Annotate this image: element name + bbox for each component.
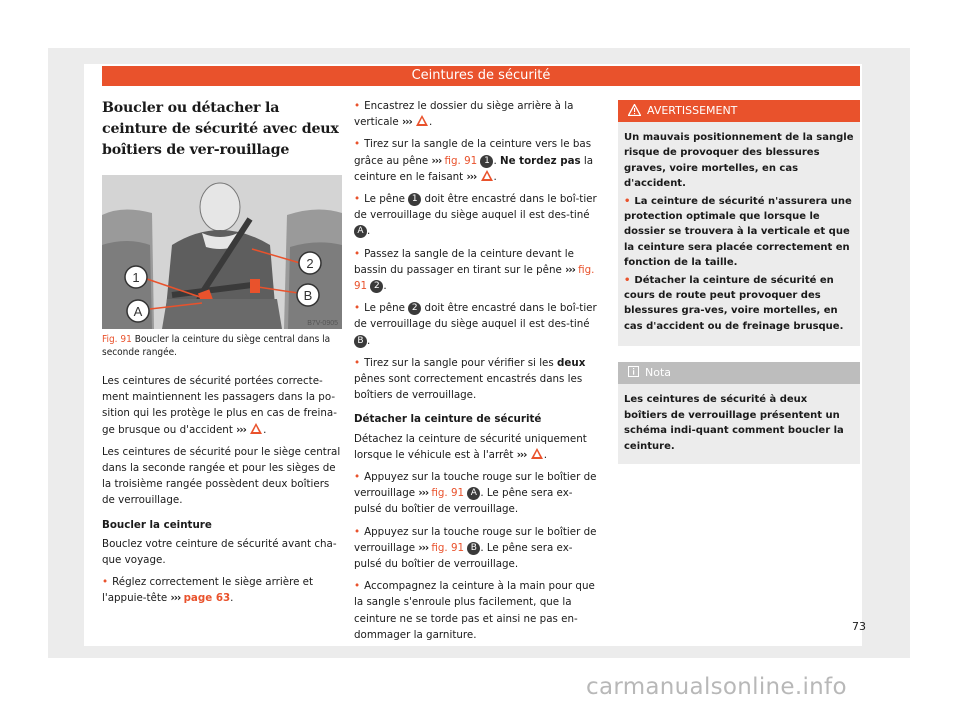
- list-item: • Le pêne 1 doit être encastré dans le boî-tier de verrouillage du siège auquel il est des-tiné A .: [354, 191, 600, 240]
- list-item: • Tirez sur la sangle de la ceinture vers le bas grâce au pêne ››› fig. 91 1 . Ne tordez pas la ceinture en le faisant ››› .: [354, 136, 600, 185]
- info-icon: [628, 366, 639, 377]
- note-box: [618, 362, 860, 464]
- warning-icon: [250, 423, 262, 434]
- paragraph: Les ceintures de sécurité portées correcte-ment maintiennent les passagers dans la po-sition qui les protège le plus en cas de freina-ge brusque ou d'accident ››› .: [102, 375, 337, 436]
- callout-2: [299, 252, 321, 274]
- callout-badge-A: A: [354, 225, 367, 238]
- list-item: • Le pêne 2 doit être encastré dans le boî-tier de verrouillage du siège auquel il est des-tiné B .: [354, 300, 600, 349]
- section-title: Boucler ou détacher la ceinture de sécurité avec deux boîtiers de ver-rouillage: [102, 100, 339, 158]
- warning-icon: [481, 170, 493, 181]
- callout-B: [297, 284, 319, 306]
- figure-number: Fig. 91: [102, 334, 132, 345]
- warning-header: [618, 100, 860, 122]
- callout-A: [127, 300, 149, 322]
- callout-badge-1: 1: [408, 193, 421, 206]
- list-item: • Appuyez sur la touche rouge sur le boîtier de verrouillage ››› fig. 91 B . Le pêne sera ex-pulsé du boîtier de verrouillage.: [354, 524, 600, 573]
- chapter-header: Ceintures de sécurité: [102, 66, 860, 86]
- figure-link[interactable]: fig. 91: [431, 487, 465, 500]
- subheading: Détacher la ceinture de sécurité: [354, 413, 542, 426]
- note-header: [618, 362, 860, 384]
- paragraph: Détachez la ceinture de sécurité uniquement lorsque le véhicule est à l'arrêt ››› .: [354, 432, 587, 461]
- page-number: 73: [852, 620, 866, 633]
- warning-list-item: • Détacher la ceinture de sécurité en cours de route peut provoquer des blessures gra-ves, voire mortelles, en cas d'accident ou de freinage brusque.: [624, 273, 854, 335]
- warning-triangle-icon: [628, 104, 641, 116]
- callout-badge-B: B: [467, 542, 480, 555]
- figure-seatbelt-illustration: [102, 175, 342, 329]
- warning-title: AVERTISSEMENT: [647, 104, 738, 117]
- list-item: • Encastrez le dossier du siège arrière à la verticale ››› .: [354, 98, 600, 130]
- list-item: • Appuyez sur la touche rouge sur le boîtier de verrouillage ››› fig. 91 A . Le pêne sera ex-pulsé du boîtier de verrouillage.: [354, 469, 600, 518]
- list-item: • Passez la sangle de la ceinture devant le bassin du passager en tirant sur le pêne ››› fig. 91 2 .: [354, 246, 600, 295]
- callout-badge-2: 2: [370, 280, 383, 293]
- warning-body: [618, 122, 860, 346]
- list-item: • Tirez sur la sangle pour vérifier si les deux pênes sont correctement encastrés dans les boîtiers de verrouillage.: [354, 355, 600, 404]
- column-middle: [354, 98, 600, 649]
- callout-1: [125, 266, 147, 288]
- figure-code: B7V-0905: [307, 320, 338, 327]
- callout-badge-1: 1: [480, 155, 493, 168]
- seatbelt-illustration: [102, 175, 342, 329]
- callout-badge-B: B: [354, 335, 367, 348]
- paragraph: Bouclez votre ceinture de sécurité avant cha-que voyage.: [102, 537, 337, 567]
- watermark: carmanualsonline.info: [586, 674, 847, 700]
- callout-badge-A: A: [467, 487, 480, 500]
- warning-icon: [531, 448, 543, 459]
- note-body: Les ceintures de sécurité à deux boîtiers de verrouillage présentent un schéma indi-quant comment boucler la ceinture.: [624, 394, 844, 452]
- figure-caption-text: Boucler la ceinture du siège central dans la seconde rangée.: [102, 334, 331, 358]
- svg-text:2: 2: [306, 256, 314, 271]
- callout-badge-2: 2: [408, 302, 421, 315]
- figure-link[interactable]: fig. 91: [431, 541, 465, 554]
- subheading: Boucler la ceinture: [102, 518, 212, 531]
- svg-text:A: A: [133, 304, 143, 319]
- list-item: • Réglez correctement le siège arrière et l'appuie-tête ››› page 63.: [102, 574, 342, 606]
- warning-text: Un mauvais positionnement de la sangle risque de provoquer des blessures graves, voire mortelles, en cas d'accident.: [624, 132, 854, 190]
- warning-box: [618, 100, 860, 346]
- page-link[interactable]: page 63: [183, 592, 231, 605]
- figure-link[interactable]: fig. 91: [444, 154, 478, 167]
- warning-icon: [416, 115, 428, 126]
- column-left: [102, 98, 342, 613]
- figure-caption: [102, 334, 342, 359]
- svg-text:B: B: [303, 288, 313, 303]
- column-right: [618, 100, 860, 464]
- paragraph: Les ceintures de sécurité pour le siège central dans la seconde rangée et pour les sièges de la troisième rangée possèdent deux boîtiers de verrouillage.: [102, 445, 341, 507]
- figure-link[interactable]: fig. 91: [354, 263, 595, 293]
- list-item: • Accompagnez la ceinture à la main pour que la sangle s'enroule plus facilement, que la ceinture ne se torde pas et ainsi ne pas en-dommager la garniture.: [354, 578, 600, 643]
- warning-list-item: • La ceinture de sécurité n'assurera une protection optimale que lorsque le dossier se trouvera à la verticale et que la ceinture sera placée correctement en fonction de la taille.: [624, 194, 854, 271]
- note-title: Nota: [645, 366, 672, 380]
- svg-text:1: 1: [132, 270, 140, 285]
